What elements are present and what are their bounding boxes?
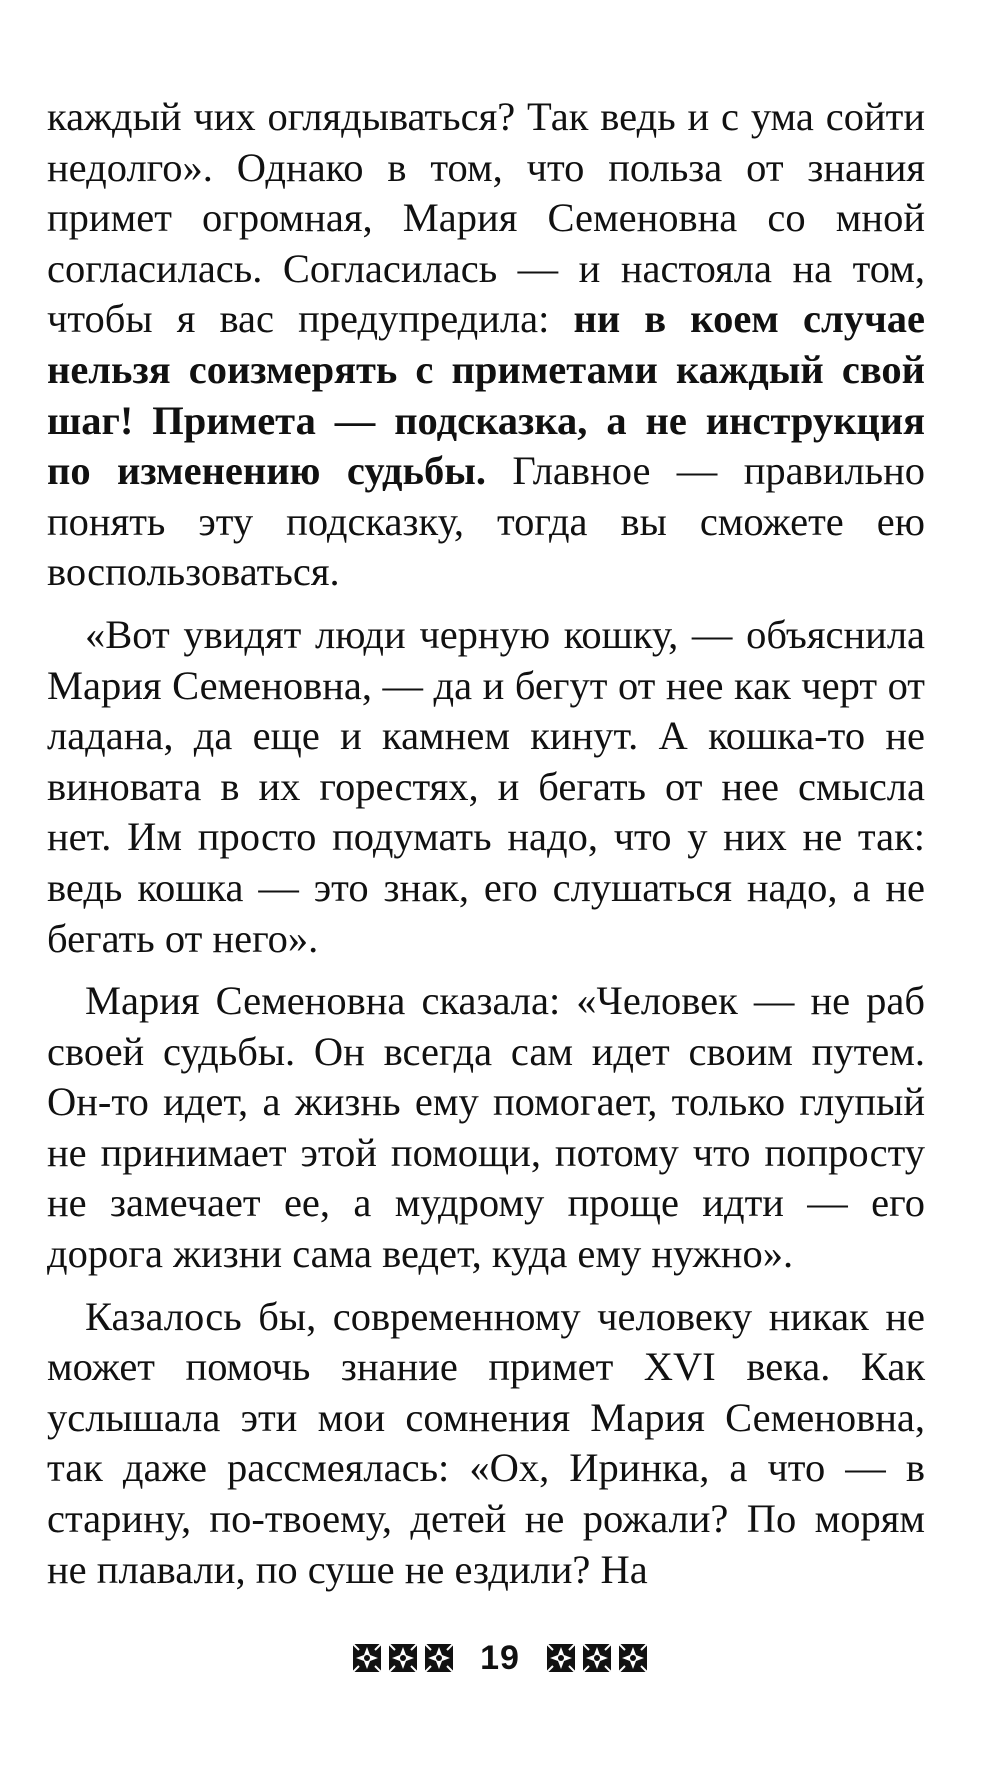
right-ornament-group [546, 1643, 648, 1673]
left-ornament-group [352, 1643, 454, 1673]
decorative-star-block-icon [388, 1643, 418, 1673]
decorative-star-block-icon [546, 1643, 576, 1673]
page-footer [0, 1636, 1000, 1680]
paragraph-3 [47, 976, 925, 1280]
decorative-star-block-icon [618, 1643, 648, 1673]
paragraph-1 [47, 92, 925, 598]
paragraph-2 [47, 610, 925, 964]
page-number: 19 [480, 1638, 520, 1677]
paragraph-4 [47, 1292, 925, 1596]
body-text [47, 92, 925, 1595]
text-segment: каждый чих оглядываться? Так ведь и с ума сойти недолго». Однако в том, что польза от знания примет огромная, Мария Семеновна со мной согласилась. Согласилась — и настояла на том, чтобы я вас предупредила: [47, 94, 925, 342]
bold-text-segment: ни в коем случае нельзя соизмерять с приметами каждый свой шаг! Примета — подсказка, а не инструкция по изменению судьбы. [47, 296, 926, 494]
text-segment: Казалось бы, современному человеку никак не может помочь знание примет XVI века. Как услышала эти мои сомнения Мария Семеновна, так даже рассмеялась: «Ох, Иринка, а что — в старину, по-твоему, детей не рожали? По морям не плавали, по суше не ездили? На [47, 1293, 925, 1592]
text-segment: «Вот увидят люди черную кошку, — объяснила Мария Семеновна, — да и бегут от нее как черт от ладана, да еще и камнем кинут. А кошка-то не виновата в их горестях, и бегать от нее смысла нет. Им просто подумать надо, что у них не так: ведь кошка — это знак, его слушаться надо, а не бегать от него». [47, 611, 925, 961]
decorative-star-block-icon [582, 1643, 612, 1673]
decorative-star-block-icon [352, 1643, 382, 1673]
decorative-star-block-icon [424, 1643, 454, 1673]
text-segment: Главное — правильно понять эту подсказку, тогда вы сможете ею воспользоваться. [47, 448, 926, 595]
text-segment: Мария Семеновна сказала: «Человек — не раб своей судьбы. Он всегда сам идет своим путем. Он-то идет, а жизнь ему помогает, только глупый не принимает этой помощи, потому что попросту не замечает ее, а мудрому проще идти — его дорога жизни сама ведет, куда ему нужно». [47, 978, 925, 1277]
